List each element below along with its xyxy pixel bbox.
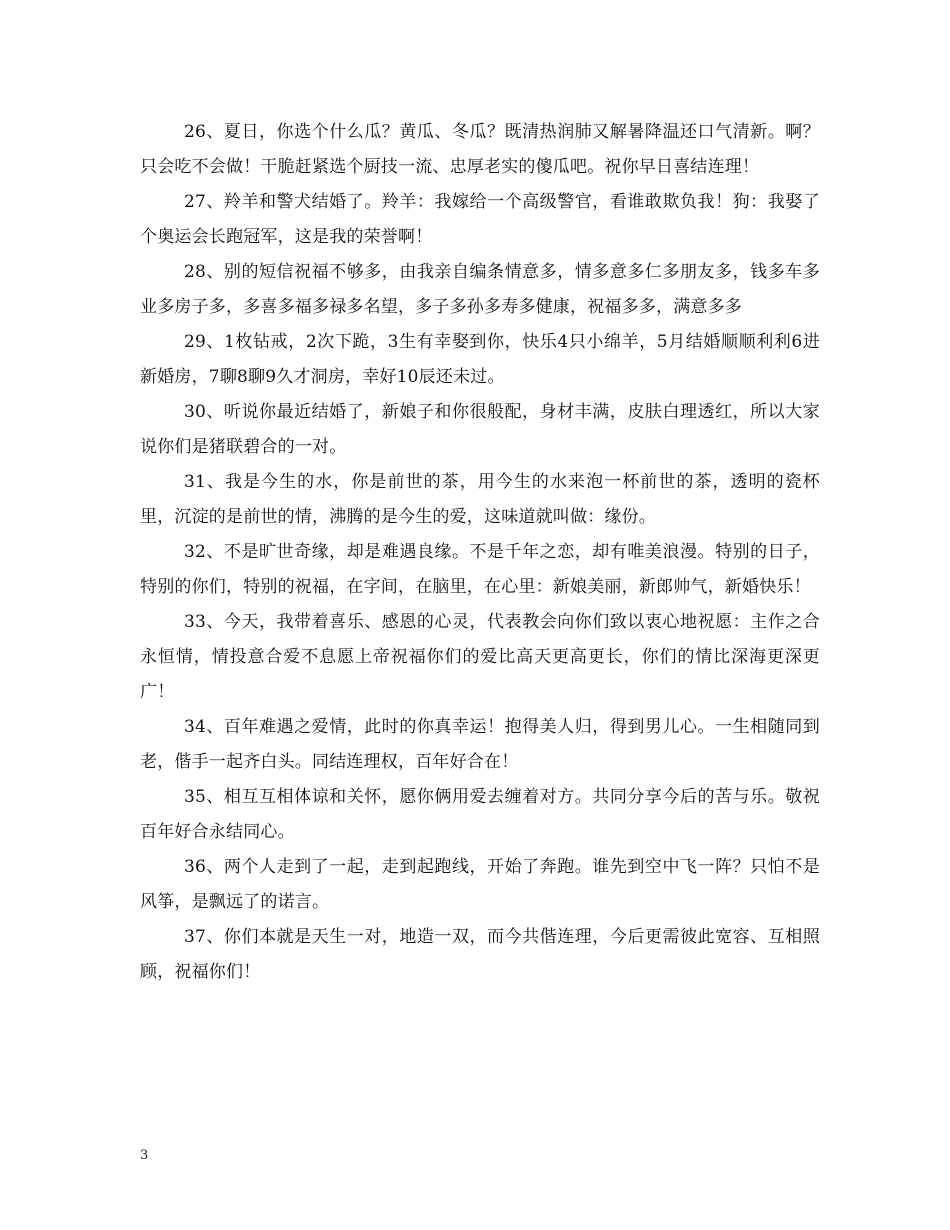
- paragraph-28: 28、别的短信祝福不够多，由我亲自编条情意多，情多意多仁多朋友多，钱多车多业多房子多，多喜多福多禄多名望，多子多孙多寿多健康，祝福多多，满意多多: [140, 262, 820, 317]
- document-body: [140, 115, 820, 990]
- paragraph-35: 35、相互互相体谅和关怀，愿你俩用爱去缠着对方。共同分享今后的苦与乐。敬祝百年好合永结同心。: [140, 787, 820, 842]
- paragraph-37: 37、你们本就是天生一对，地造一双，而今共偕连理，今后更需彼此宽容、互相照顾，祝福你们！: [140, 927, 820, 982]
- paragraph-34: 34、百年难遇之爱情，此时的你真幸运！抱得美人归，得到男儿心。一生相随同到老，偕手一起齐白头。同结连理权，百年好合在！: [140, 717, 820, 772]
- paragraph-36: 36、两个人走到了一起，走到起跑线，开始了奔跑。谁先到空中飞一阵？只怕不是风筝，是飘远了的诺言。: [140, 857, 820, 912]
- paragraph-29: 29、1枚钻戒，2次下跪，3生有幸娶到你，快乐4只小绵羊，5月结婚顺顺利利6进新婚房，7聊8聊9久才洞房，幸好10辰还未过。: [140, 332, 820, 387]
- paragraph-31: 31、我是今生的水，你是前世的茶，用今生的水来泡一杯前世的茶，透明的瓷杯里，沉淀的是前世的情，沸腾的是今生的爱，这味道就叫做：缘份。: [140, 472, 820, 527]
- paragraph-33: 33、今天，我带着喜乐、感恩的心灵，代表教会向你们致以衷心地祝愿：主作之合永恒情，情投意合爱不息愿上帝祝福你们的爱比高天更高更长，你们的情比深海更深更广！: [140, 612, 820, 702]
- page-number: 3: [140, 1148, 149, 1163]
- paragraph-30: 30、听说你最近结婚了，新娘子和你很般配，身材丰满，皮肤白理透红，所以大家说你们是猪联碧合的一对。: [140, 402, 820, 457]
- paragraph-27: 27、羚羊和警犬结婚了。羚羊：我嫁给一个高级警官，看谁敢欺负我！狗：我娶了个奥运会长跑冠军，这是我的荣誉啊！: [140, 192, 820, 247]
- paragraph-32: 32、不是旷世奇缘，却是难遇良缘。不是千年之恋，却有唯美浪漫。特别的日子，特别的你们，特别的祝福，在字间，在脑里，在心里：新娘美丽，新郎帅气，新婚快乐！: [140, 542, 820, 597]
- paragraph-26: 26、夏日，你选个什么瓜？黄瓜、冬瓜？既清热润肺又解暑降温还口气清新。啊？只会吃不会做！干脆赶紧选个厨技一流、忠厚老实的傻瓜吧。祝你早日喜结连理！: [140, 122, 820, 177]
